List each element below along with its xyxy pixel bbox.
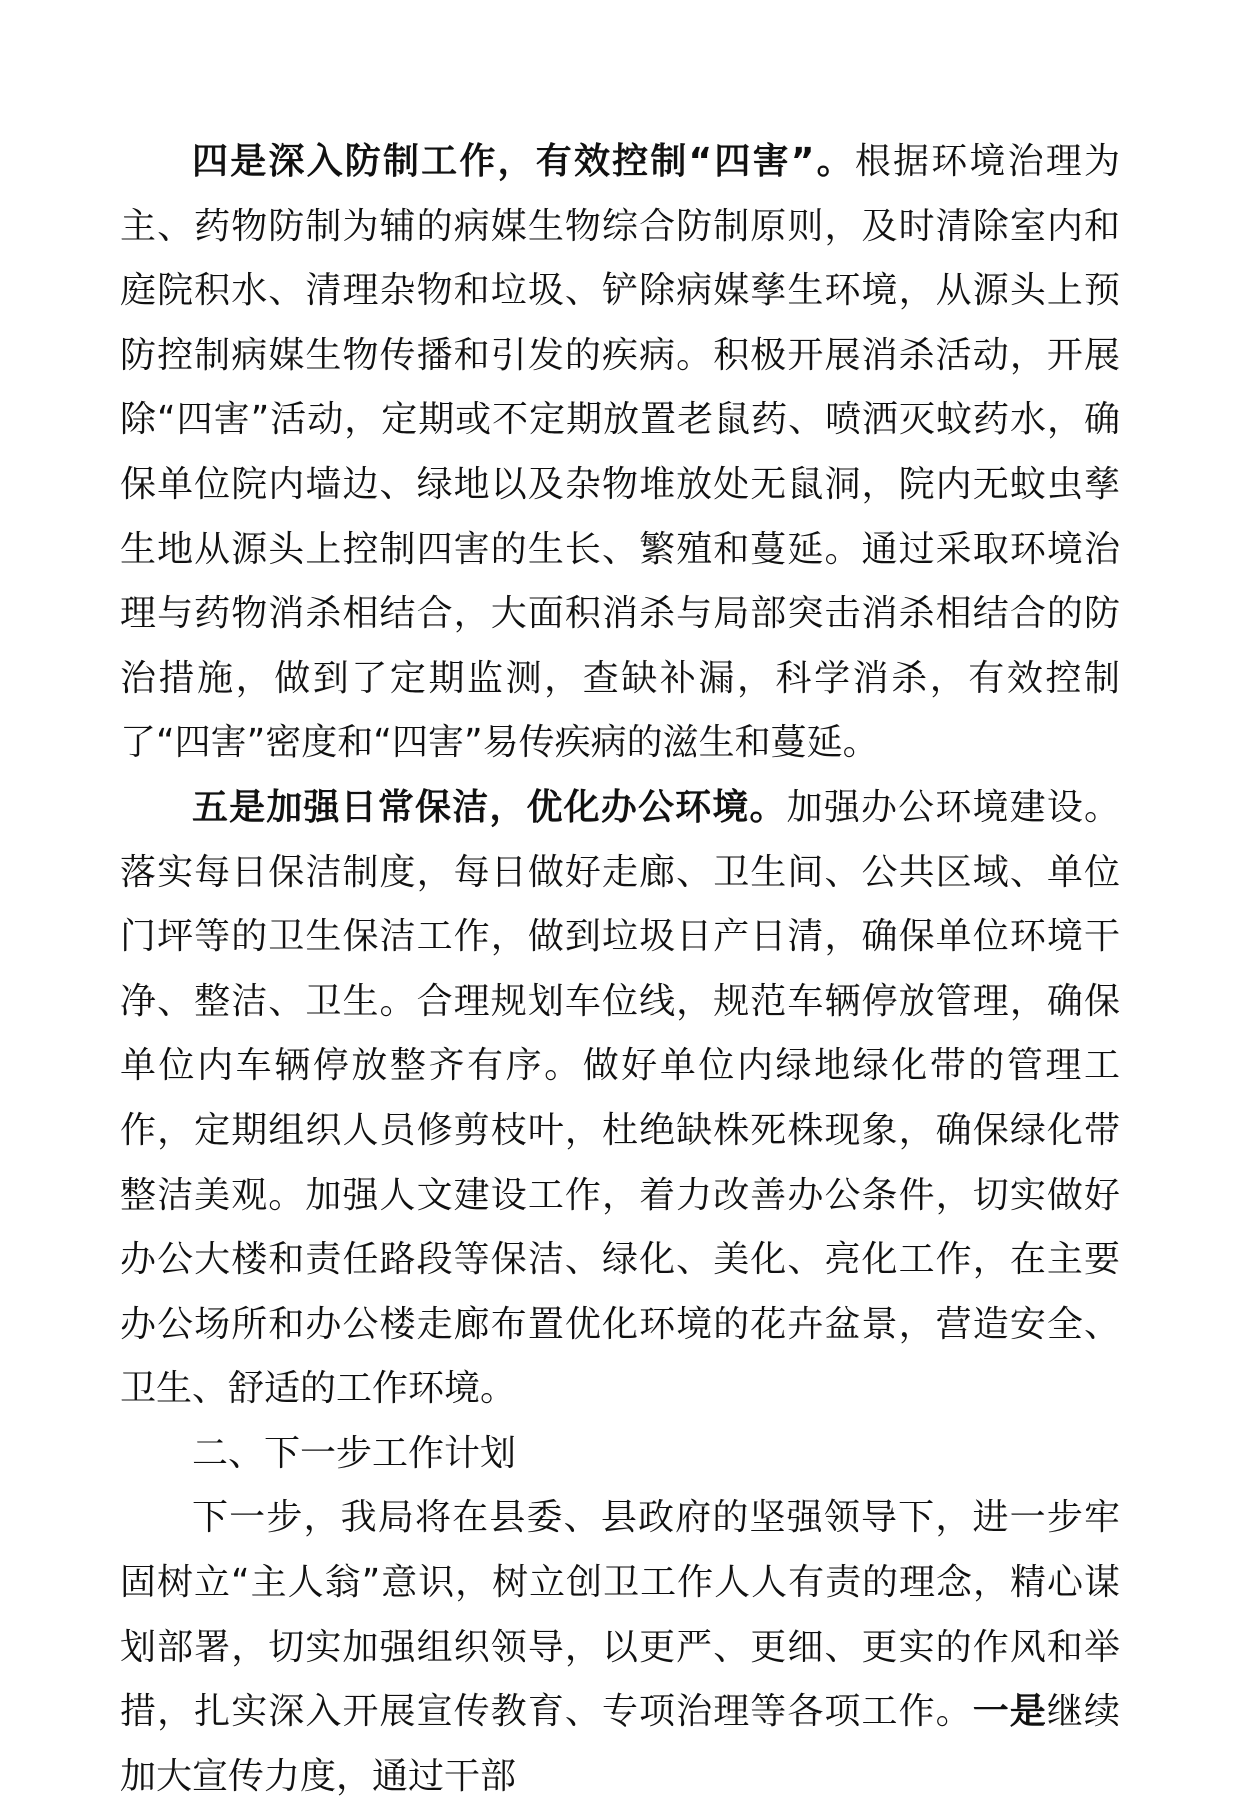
- section-heading: 二、下一步工作计划: [192, 1432, 517, 1474]
- paragraph-next-steps: [120, 1486, 1120, 1809]
- paragraph-text: 根据环境治理为主、药物防制为辅的病媒生物综合防制原则，及时清除室内和庭院积水、清理杂物和垃圾、铲除病媒孳生环境，从源头上预防控制病媒生物传播和引发的疾病。积极开展消杀活动，开展除“四害”活动，定期或不定期放置老鼠药、喷洒灭蚊药水，确保单位院内墙边、绿地以及杂物堆放处无鼠洞，院内无蚊虫孳生地从源头上控制四害的生长、繁殖和蔓延。通过采取环境治理与药物消杀相结合，大面积消杀与局部突击消杀相结合的防治措施，做到了定期监测，查缺补漏，科学消杀，有效控制了“四害”密度和“四害”易传疾病的滋生和蔓延。: [120, 141, 1120, 764]
- paragraph-text: 继续加大宣传力度，通过干部: [120, 1691, 1120, 1797]
- paragraph-lead: 五是加强日常保洁，优化办公环境。: [192, 786, 787, 828]
- paragraph-text: 下一步，我局将在县委、县政府的坚强领导下，进一步牢固树立“主人翁”意识，树立创卫工作人人有责的理念，精心谋划部署，切实加强组织领导，以更严、更细、更实的作风和举措，扎实深入开展宣传教育、专项治理等各项工作。: [120, 1497, 1120, 1733]
- paragraph-text: 加强办公环境建设。落实每日保洁制度，每日做好走廊、卫生间、公共区域、单位门坪等的卫生保洁工作，做到垃圾日产日清，确保单位环境干净、整洁、卫生。合理规划车位线，规范车辆停放管理，确保单位内车辆停放整齐有序。做好单位内绿地绿化带的管理工作，定期组织人员修剪枝叶，杜绝缺株死株现象，确保绿化带整洁美观。加强人文建设工作，着力改善办公条件，切实做好办公大楼和责任路段等保洁、绿化、美化、亮化工作，在主要办公场所和办公楼走廊布置优化环境的花卉盆景，营造安全、卫生、舒适的工作环境。: [120, 786, 1120, 1410]
- paragraph-daily-cleaning: [120, 776, 1120, 1422]
- document-body: [120, 130, 1120, 1809]
- paragraph-pest-control: [120, 130, 1120, 776]
- paragraph-lead: 一是: [972, 1691, 1047, 1733]
- paragraph-lead: 四是深入防制工作，有效控制“四害”。: [192, 141, 855, 182]
